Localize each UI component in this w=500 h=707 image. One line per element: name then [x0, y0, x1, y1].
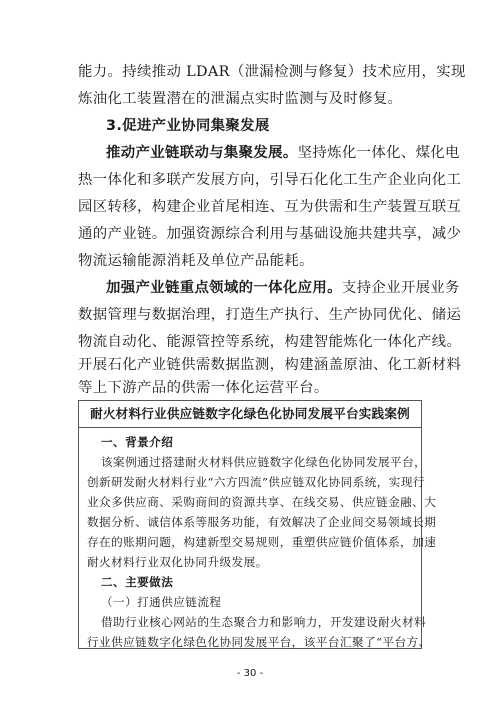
section-heading: 3.促进产业协同集聚发展	[106, 118, 270, 134]
page-number: - 30 -	[236, 668, 264, 679]
paragraph-lead-rest: 支持企业开展业务	[341, 280, 460, 296]
paragraph-line: 物流运输能源消耗及单位产品能耗。	[78, 253, 314, 269]
case-text-line: 存在的账期问题，构建新型交易规则，重塑供应链价值体系，加速	[87, 535, 437, 549]
case-text-line: 该案例通过搭建耐火材料供应链数字化绿色化协同发展平台，	[101, 455, 427, 469]
paragraph-line: 数据管理与数据治理，打造生产执行、生产协同优化、储运	[78, 307, 462, 323]
paragraph-line: 炼油化工装置潜在的泄漏点实时监测与及时修复。	[78, 91, 403, 107]
case-text-line: 借助行业核心网站的生态聚合力和影响力，开发建设耐火材料	[101, 615, 427, 629]
case-text-line: 行业供应链数字化绿色化协同发展平台，该平台汇聚了“平台方、	[87, 635, 431, 649]
case-study-box	[78, 400, 437, 649]
paragraph-lead-bold: 加强产业链重点领域的一体化应用。	[106, 280, 342, 296]
paragraph-line: 园区转移，构建企业首尾相连、互为供需和生产装置互联互	[78, 199, 462, 215]
case-text-line: 创新研发耐火材料行业“六方四流”供应链双化协同系统，实现行	[87, 475, 425, 489]
paragraph-line: 热一体化和多联产发展方向，引导石化化工生产企业向化工	[78, 172, 462, 188]
paragraph-line: 通的产业链。加强资源综合利用与基础设施共建共享，减少	[78, 226, 462, 242]
case-text-line: 耐火材料行业双化协同升级发展。	[87, 555, 268, 569]
case-study-title: 耐火材料行业供应链数字化绿色化协同发展平台实践案例	[79, 401, 421, 428]
paragraph-first-line	[106, 145, 460, 161]
paragraph-lead-rest: 坚持炼化一体化、煤化电	[297, 145, 460, 161]
paragraph-line: 开展石化产业链供需数据监测，构建涵盖原油、化工新材料	[78, 357, 462, 373]
case-text-line: 数据分析、诚信体系等服务功能，有效解决了企业间交易领域长期	[87, 515, 437, 529]
paragraph-first-line	[106, 280, 460, 296]
paragraph-line: 等上下游产品的供需一体化运营平台。	[78, 380, 329, 396]
case-subsection-heading: （一）打通供应链流程	[101, 595, 222, 609]
paragraph-lead-bold: 推动产业链联动与集聚发展。	[106, 145, 298, 161]
case-text-line: 业众多供应商、采购商间的资源共享、在线交易、供应链金融、大	[87, 495, 437, 509]
paragraph-line: 物流自动化、能源管控等系统，构建智能炼化一体化产线。	[78, 334, 462, 350]
paragraph-line: 能力。持续推动 LDAR（泄漏检测与修复）技术应用，实现	[78, 64, 466, 80]
case-section-heading: 一、背景介绍	[101, 435, 174, 449]
case-section-heading: 二、主要做法	[101, 575, 174, 589]
